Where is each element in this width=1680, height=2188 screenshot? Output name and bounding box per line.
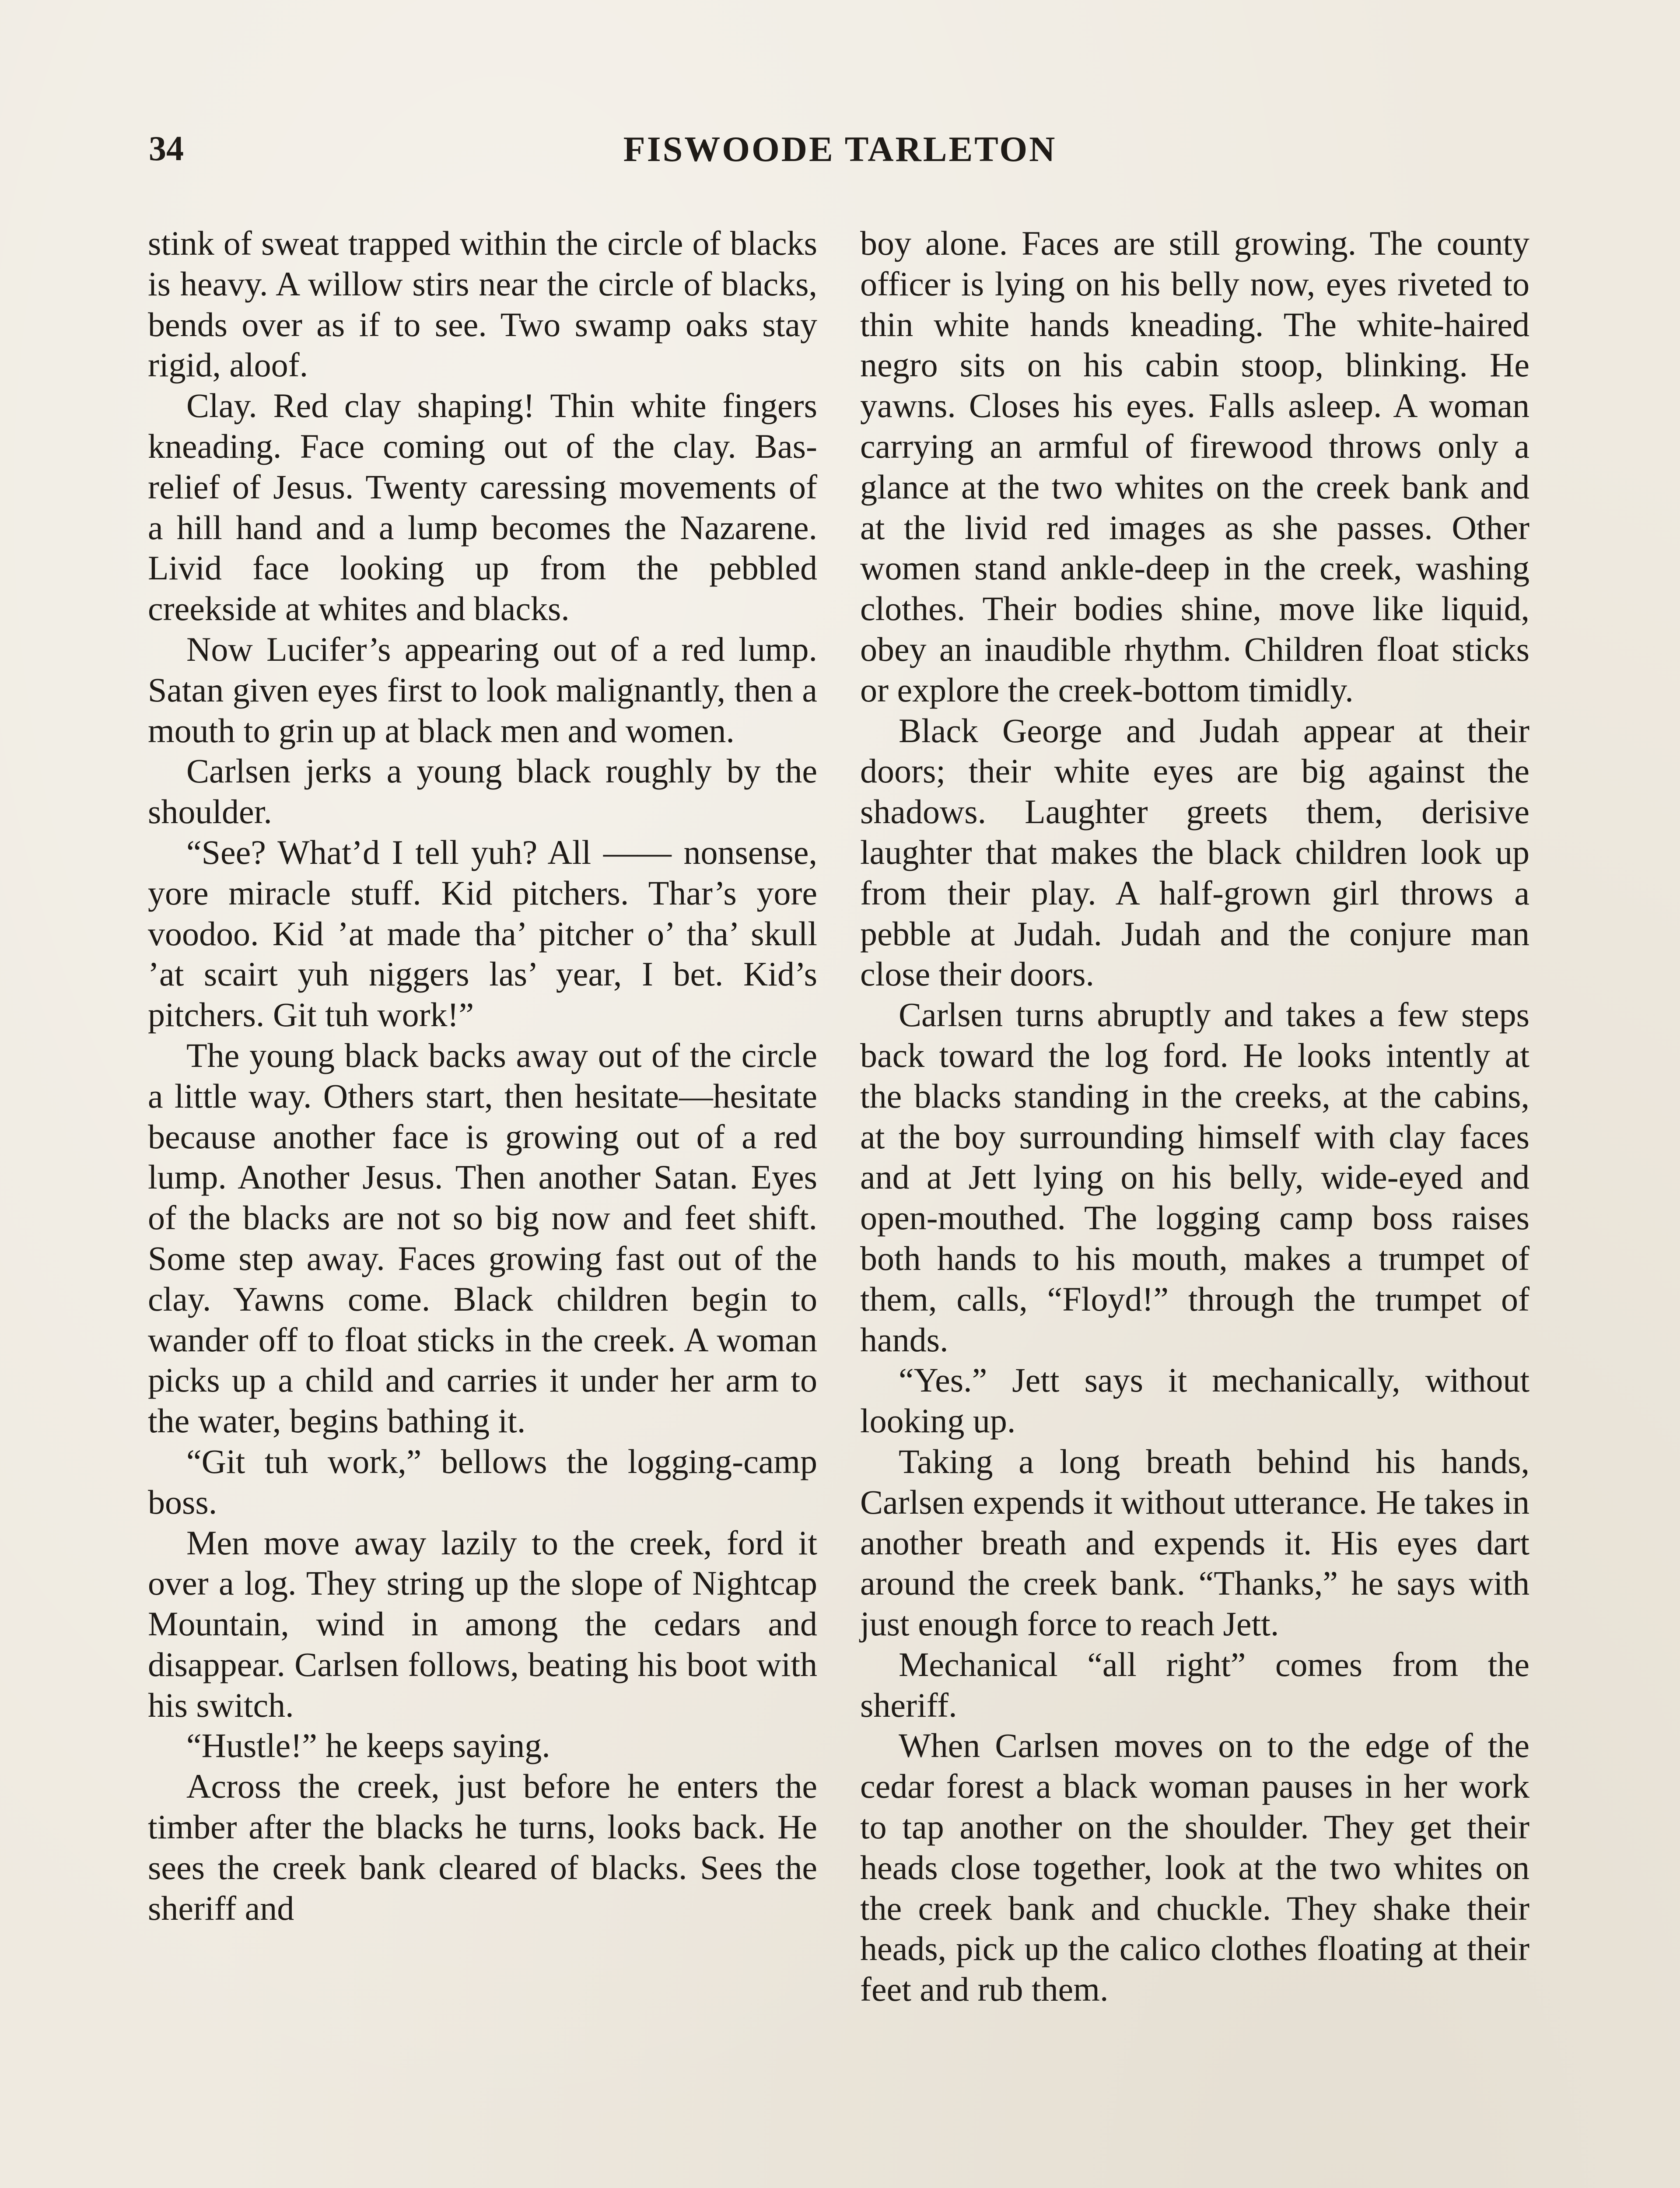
paragraph: “Git tuh work,” bellows the logging-camp boss. xyxy=(148,1442,817,1521)
paragraph: Black George and Judah appear at their doors; their white eyes are big against the shadows. Laughter greets them, derisive laughter that makes the black children look up from their play. A half-grown girl throws a pebble at Judah. Judah and the conjure man close their doors. xyxy=(860,711,1530,993)
paragraph: The young black backs away out of the circle a little way. Others start, then hesitate—hesitate because another face is growing out of a red lump. Another Jesus. Then another Satan. Eyes of the blacks are not so big now and feet shift. Some step away. Faces growing fast out of the clay. Yawns come. Black children begin to wander off to float sticks in the creek. A woman picks up a child and carries it under her arm to the water, begins bathing it. xyxy=(148,1036,817,1440)
paragraph: Taking a long breath behind his hands, Carlsen expends it without utterance. He takes in another breath and expends it. His eyes dart around the creek bank. “Thanks,” he says with just enough force to reach Jett. xyxy=(860,1442,1530,1643)
paragraph: boy alone. Faces are still growing. The county officer is lying on his belly now, eyes riveted to thin white hands kneading. The white-haired negro sits on his cabin stoop, blinking. He yawns. Closes his eyes. Falls asleep. A woman carrying an armful of firewood throws only a glance at the two whites on the creek bank and at the livid red images as she passes. Other women stand ankle-deep in the creek, washing clothes. Their bodies shine, move like liquid, obey an inaudible rhythm. Children float sticks or explore the creek-bottom timidly. xyxy=(860,224,1530,709)
paragraph: Now Lucifer’s appearing out of a red lump. Satan given eyes first to look malignantly, then a mouth to grin up at black men and women. xyxy=(148,630,817,750)
right-text-column xyxy=(860,223,1530,2010)
paragraph: Across the creek, just before he enters the timber after the blacks he turns, looks back. He sees the creek bank cleared of blacks. Sees the sheriff and xyxy=(148,1767,817,1927)
left-text-column xyxy=(148,223,817,1929)
paragraph: Carlsen turns abruptly and takes a few steps back toward the log ford. He looks intently at the blacks standing in the creeks, at the cabins, at the boy surrounding himself with clay faces and at Jett lying on his belly, wide-eyed and open-mouthed. The logging camp boss raises both hands to his mouth, makes a trumpet of them, calls, “Floyd!” through the trumpet of hands. xyxy=(860,996,1530,1359)
paragraph: Mechanical “all right” comes from the sheriff. xyxy=(860,1645,1530,1724)
paragraph: “Yes.” Jett says it mechanically, without looking up. xyxy=(860,1361,1530,1440)
paragraph: “See? What’d I tell yuh? All —— nonsense, yore miracle stuff. Kid pitchers. Thar’s yore voodoo. Kid ’at made tha’ pitcher o’ tha’ skull ’at scairt yuh niggers las’ year, I bet. Kid’s pitchers. Git tuh work!” xyxy=(148,833,817,1034)
paragraph: Men move away lazily to the creek, ford it over a log. They string up the slope of Nightcap Mountain, wind in among the cedars and disappear. Carlsen follows, beating his boot with his switch. xyxy=(148,1523,817,1724)
paragraph: Clay. Red clay shaping! Thin white fingers kneading. Face coming out of the clay. Bas-relief of Jesus. Twenty caressing movements of a hill hand and a lump becomes the Nazarene. Livid face looking up from the pebbled creekside at whites and blacks. xyxy=(148,386,817,628)
paragraph: Carlsen jerks a young black roughly by the shoulder. xyxy=(148,752,817,831)
paragraph: “Hustle!” he keeps saying. xyxy=(186,1726,550,1765)
paragraph: When Carlsen moves on to the edge of the cedar forest a black woman pauses in her work to tap another on the shoulder. They get their heads close together, look at the two whites on the creek bank and chuckle. They shake their heads, pick up the calico clothes floating at their feet and rub them. xyxy=(860,1726,1530,2009)
running-title: FISWOODE TARLETON xyxy=(623,129,1057,169)
page-number: 34 xyxy=(149,130,184,168)
paragraph: stink of sweat trapped within the circle of blacks is heavy. A willow stirs near the circle of blacks, bends over as if to see. Two swamp oaks stay rigid, aloof. xyxy=(148,224,817,384)
